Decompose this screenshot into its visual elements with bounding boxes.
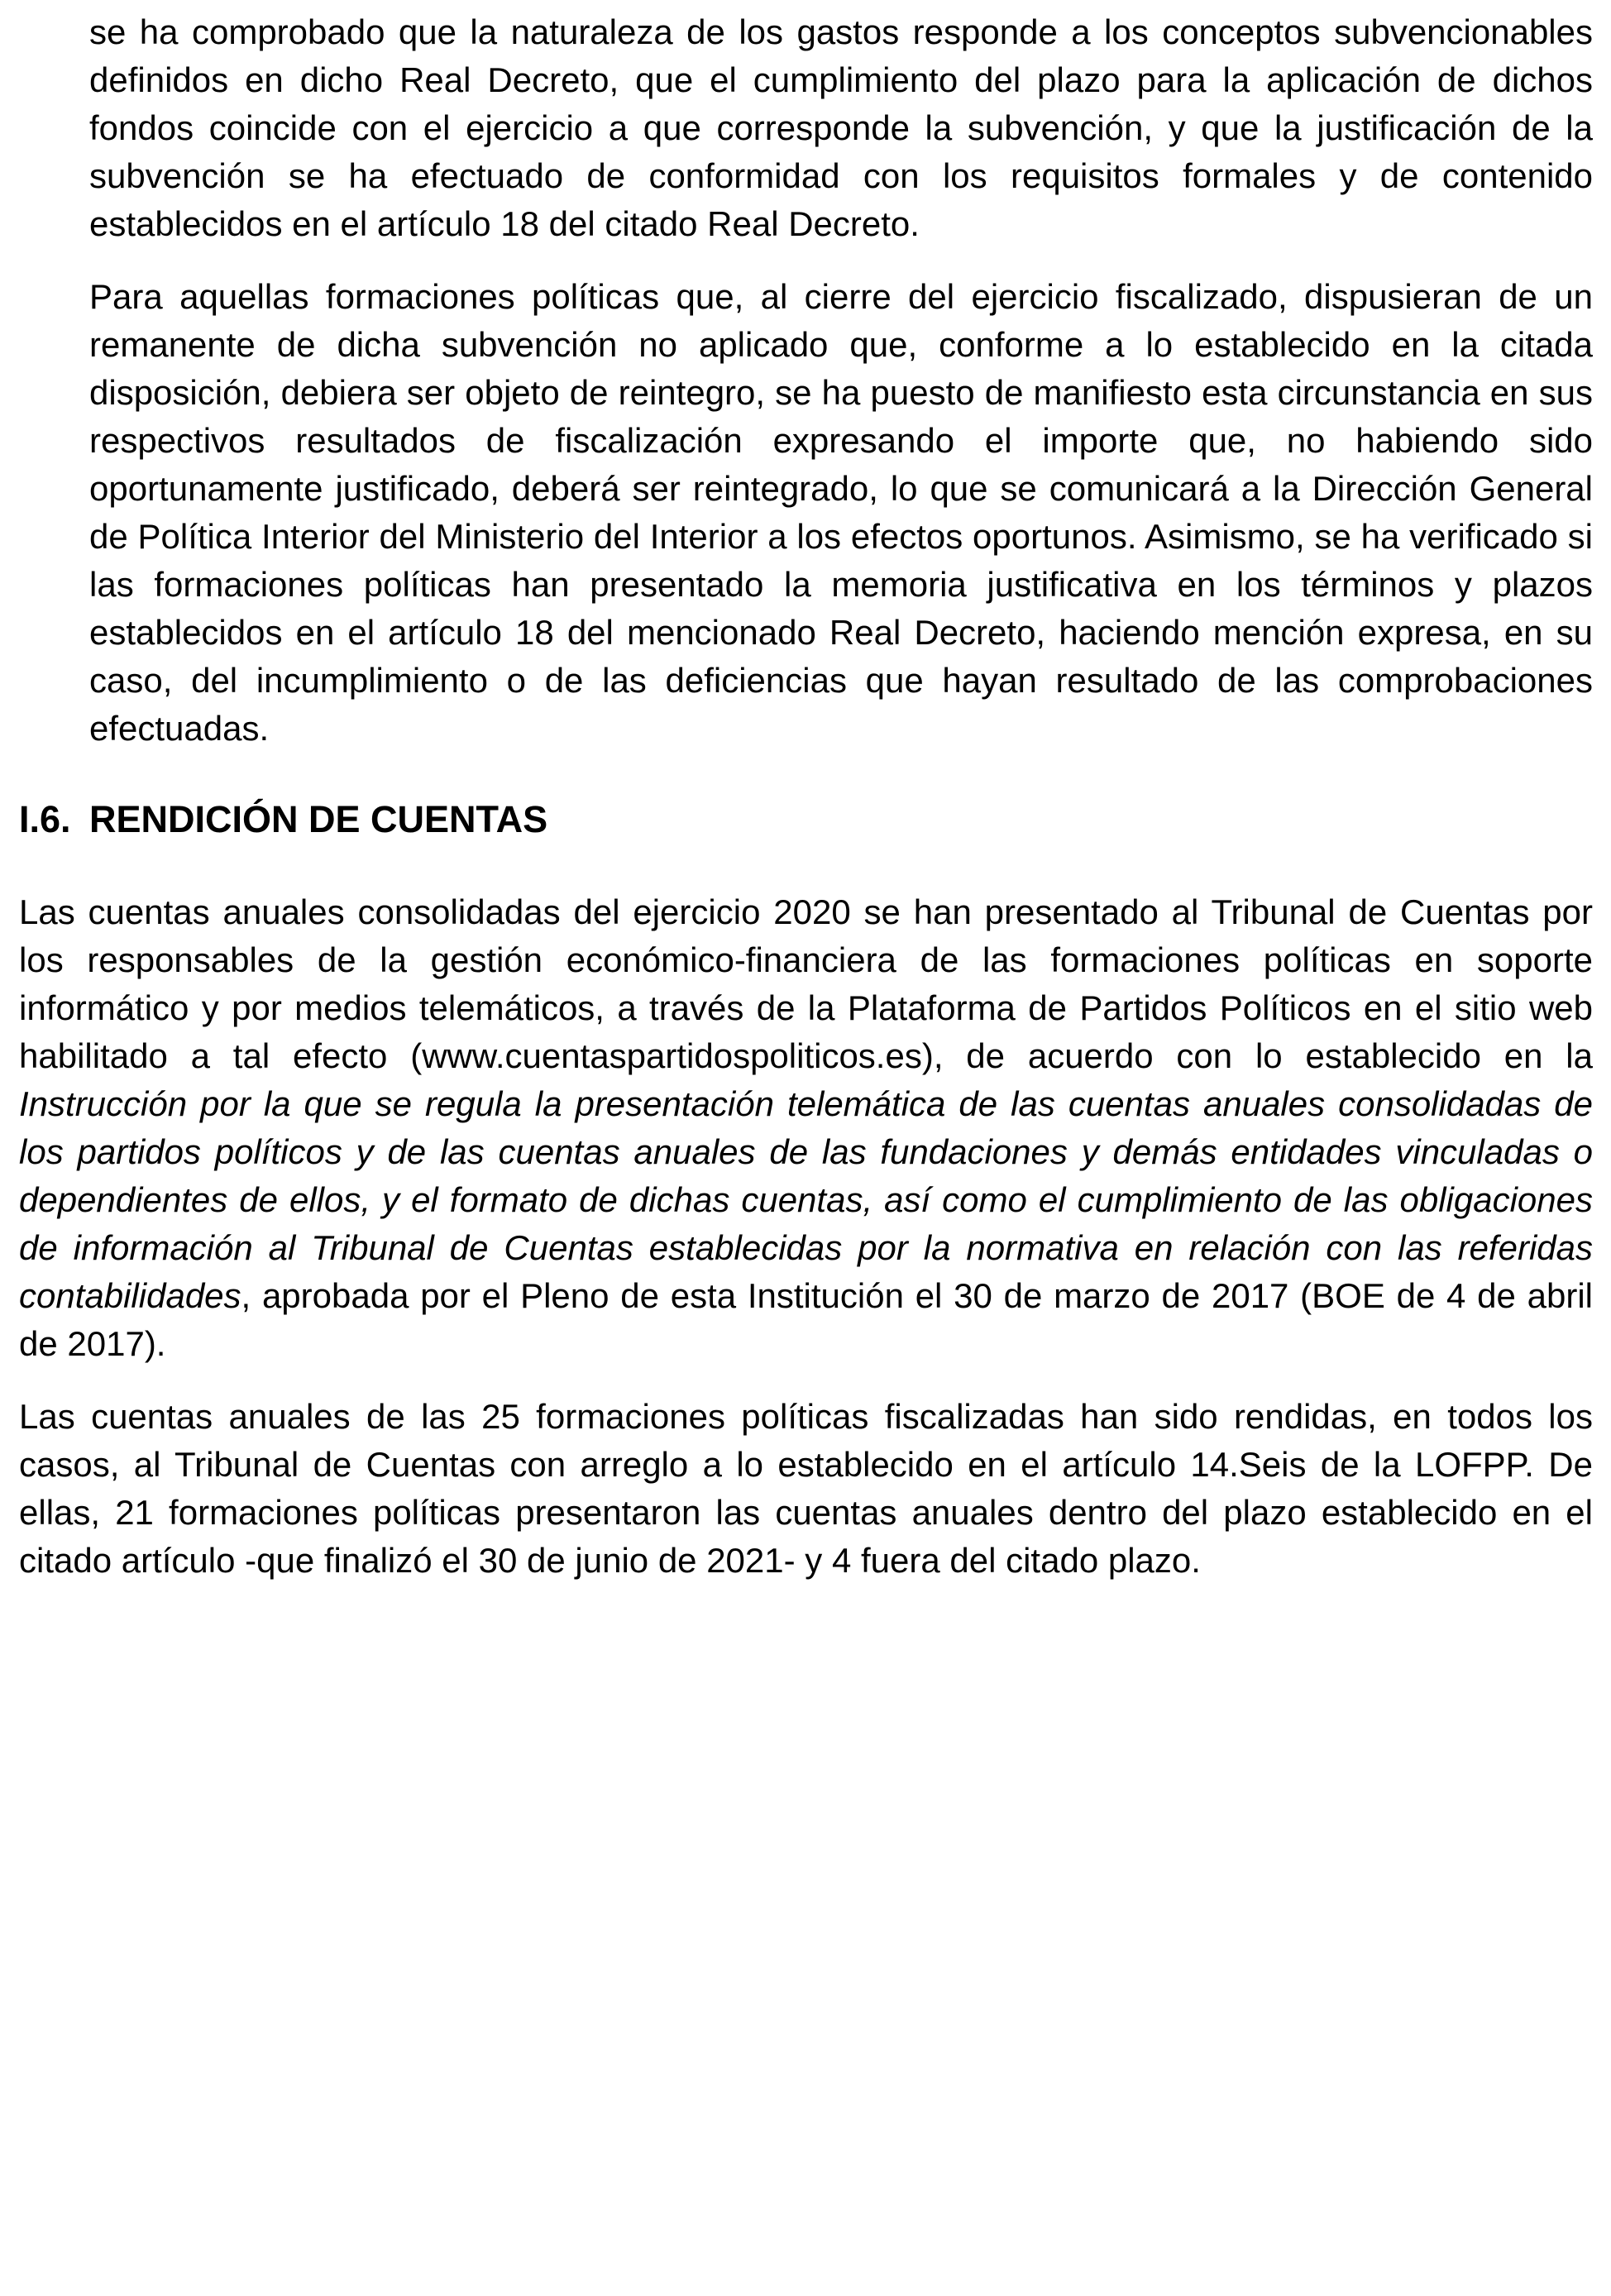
paragraph-presentacion-cuentas [19,888,1593,1368]
instruccion-italic-citation: Instrucción por la que se regula la presentación telemática de las cuentas anuales consolidadas de los partidos políticos y de las cuentas anuales de las fundaciones y demás entidades vinculadas o dependientes de ellos, y el formato de dichas cuentas, así como el cumplimiento de las obligaciones de información al Tribunal de Cuentas establecidas por la normativa en relación con las referidas contabilidades [19,1084,1593,1315]
section-heading-number: I.6. [19,798,71,840]
section-heading-rendicion-de-cuentas [19,796,1593,844]
section-heading-title: RENDICIÓN DE CUENTAS [89,798,548,840]
paragraph-presentacion-regular-start: Las cuentas anuales consolidadas del ejercicio 2020 se han presentado al Tribunal de Cuentas por los responsables de la gestión económico-financiera de las formaciones políticas en soporte informático y por medios telemáticos, a través de la Plataforma de Partidos Políticos en el sitio web habilitado a tal efecto (www.cuentaspartidospoliticos.es), de acuerdo con lo establecido en la [19,892,1593,1075]
paragraph-justificacion-subvencion: se ha comprobado que la naturaleza de los gastos responde a los conceptos subvencionables definidos en dicho Real Decreto, que el cumplimiento del plazo para la aplicación de dichos fondos coincide con el ejercicio a que corresponde la subvención, y que la justificación de la subvención se ha efectuado de conformidad con los requisitos formales y de contenido establecidos en el artículo 18 del citado Real Decreto. [89,12,1593,243]
paragraph-remanente-reintegro: Para aquellas formaciones políticas que, al cierre del ejercicio fiscalizado, dispusieran de un remanente de dicha subvención no aplicado que, conforme a lo establecido en la citada disposición, debiera ser objeto de reintegro, se ha puesto de manifiesto esta circunstancia en sus respectivos resultados de fiscalización expresando el importe que, no habiendo sido oportunamente justificado, deberá ser reintegrado, lo que se comunicará a la Dirección General de Política Interior del Ministerio del Interior a los efectos oportunos. Asimismo, se ha verificado si las formaciones políticas han presentado la memoria justificativa en los términos y plazos establecidos en el artículo 18 del mencionado Real Decreto, haciendo mención expresa, en su caso, del incumplimiento o de las deficiencias que hayan resultado de las comprobaciones efectuadas. [89,277,1593,748]
paragraph-presentacion-regular-end: , aprobada por el Pleno de esta Institución el 30 de marzo de 2017 (BOE de 4 de abril de 2017). [19,1276,1593,1363]
paragraph-plazo-rendicion: Las cuentas anuales de las 25 formaciones políticas fiscalizadas han sido rendidas, en todos los casos, al Tribunal de Cuentas con arreglo a lo establecido en el artículo 14.Seis de la LOFPP. De ellas, 21 formaciones políticas presentaron las cuentas anuales dentro del plazo establecido en el citado artículo -que finalizó el 30 de junio de 2021- y 4 fuera del citado plazo. [19,1397,1593,1580]
